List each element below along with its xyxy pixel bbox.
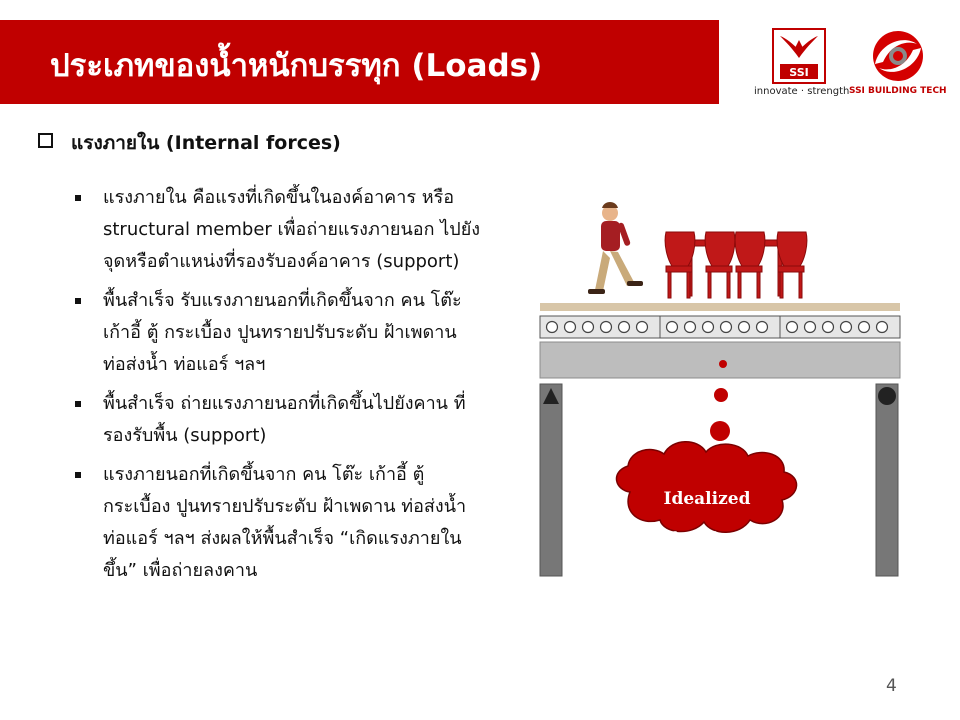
page-number: 4: [886, 676, 897, 696]
slide-title: ประเภทของน้ำหนักบรรทุก (Loads): [50, 48, 543, 84]
building-tech-logo: [863, 28, 933, 84]
bullet-list: [72, 182, 484, 594]
checkbox-bullet-icon: [38, 133, 53, 148]
section-heading-text: แรงภายใน (Internal forces): [71, 132, 341, 154]
hollow-core-slab: [540, 316, 900, 338]
right-column: [876, 384, 898, 576]
bullet-item: แรงภายนอกที่เกิดขึ้นจาก คน โต๊ะ เก้าอี้ ตู้ กระเบื้อง ปูนทรายปรับระดับ ฝ้าเพดาน ท่อส่งน้ำ ท่อแอร์ ฯลฯ ส่งผลให้พื้นสำเร็จ “เกิดแรงภายในขึ้น” เพื่อถ่ายลงคาน: [72, 459, 484, 587]
floor-topping: [540, 303, 900, 311]
bullet-item: พื้นสำเร็จ ถ่ายแรงภายนอกที่เกิดขึ้นไปยังคาน ที่รองรับพื้น (support): [72, 388, 484, 452]
thought-dot: [719, 360, 727, 368]
table-and-chairs-icon: [665, 232, 807, 298]
structure-illustration: [530, 190, 910, 590]
bullet-item: แรงภายใน คือแรงที่เกิดขึ้นในองค์อาคาร หรือ structural member เพื่อถ่ายแรงภายนอก ไปยังจุดหรือตำแหน่งที่รองรับองค์อาคาร (support): [72, 182, 484, 278]
thought-dot: [714, 388, 728, 402]
section-heading: [38, 128, 341, 158]
ssi-logo: [772, 28, 826, 84]
left-column: [540, 384, 562, 576]
beam: [540, 342, 900, 378]
cloud-label-line2: structure: [662, 528, 752, 548]
cloud-label-line1: Idealized: [663, 489, 751, 509]
ssi-logo-text: SSI: [789, 66, 809, 79]
logo-tagline: innovate · strength: [754, 86, 850, 97]
thought-dot: [710, 421, 730, 441]
roller-support-icon: [878, 387, 896, 405]
bullet-item: พื้นสำเร็จ รับแรงภายนอกที่เกิดขึ้นจาก คน โต๊ะ เก้าอี้ ตู้ กระเบื้อง ปูนทรายปรับระดับ ฝ้าเพดาน ท่อส่งน้ำ ท่อแอร์ ฯลฯ: [72, 285, 484, 381]
walking-person-icon: [588, 202, 643, 294]
brand-name: SSI BUILDING TECH: [849, 86, 947, 96]
idealized-structure-cloud: [616, 442, 796, 533]
